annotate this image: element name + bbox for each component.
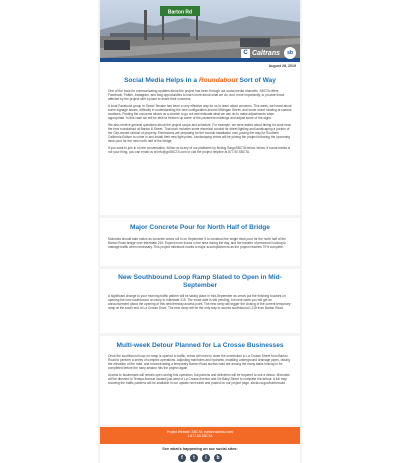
article-title: Multi-week Detour Planned for La Crosse Businesses xyxy=(116,342,284,349)
title-emphasis: Roundabout xyxy=(198,77,238,84)
twitter-icon[interactable]: t xyxy=(190,454,198,462)
caltrans-logo xyxy=(241,49,280,58)
partner-logos xyxy=(241,47,296,59)
caltrans-mark-icon: C xyxy=(241,49,250,58)
article-concrete-pour xyxy=(100,218,300,266)
paragraph: A significant change to your morning traffic pattern will be taking place in mid-September as crews put the finishing touches on opening the new southbound on-ramp to Interstate 215. The exact date is still pending, but next week you will get an announcement about the opening of this new freeway access point. The new ramp will trigger the closing of the current temporary ramp at the south end of La Crosse Drive. The new ramp will be the only way to access southbound I-215 from Barton Road. xyxy=(108,294,291,311)
article-body xyxy=(108,89,292,154)
article-title: New Southbound Loop Ramp Slated to Open in Mid-September xyxy=(118,274,282,289)
paragraph: One of the tools for communicating updates about the project has been through our social media channels. SBCTA offers Facebook, Twitter, Instagram, and blog opportunities to learn more about what we do, and, more importantly, to provide those affected by the project with a place to share their concerns. xyxy=(108,89,285,102)
paragraph: Access to businesses will remain open during this operation, but patrons and deliveries will be required to use a detour. Motorists will be directed to Tenaya Avenue located just west of La Crosse Avenue and Ge Baby Street to complete the detour. A full map showing the traffic patterns will be available in our update next week and posted on our project page, sbcta.ca.gov/bartonroad. xyxy=(108,372,290,386)
social-section xyxy=(100,444,300,463)
article-body xyxy=(108,237,292,249)
header-photo xyxy=(100,0,300,62)
article-title: Social Media Helps in a Roundabout Sort of Way xyxy=(124,77,276,84)
footer-contact-band xyxy=(100,427,300,444)
project-website-link[interactable]: Project Website: SBCTA: bartonroadintc.com/ xyxy=(166,430,234,434)
article-body xyxy=(108,354,292,385)
caltrans-label: Caltrans xyxy=(251,49,280,57)
paragraph: Motorists should take notice as concrete crews roll in on September 5 to construct the single deck pour for the north half of the Barton Road bridge over Interstate 215. Expect more trucks in the area during the day, and the transfer of personnel looking to manage traffic when necessary. This project milestone marks a major accomplishment as the project reaches 70% complete. xyxy=(108,237,287,250)
paragraph: Once the southbound loop on-ramp is opened to traffic, crews will need to close the connection to La Crosse Street from Barton Road to perform a series of complex operations. Adjusting manholes and hydrants, installing underground drainage pipes, raising the elevation of the road, and reconstructing a temporary Barton Road access road are among the many tasks looking to be completed before the rainy season hits the project again. xyxy=(108,354,290,371)
article-body xyxy=(108,294,292,310)
social-icons xyxy=(100,454,300,462)
instagram-icon[interactable]: i xyxy=(202,454,210,462)
paragraph: If you want to join in on the conversation, follow us at any of our platforms by finding SargoSBCTA below, below. If social media is not your thing, you can email us at info@goSBCTA.com or call the project helpline at 877.50.SBCTA. xyxy=(108,145,291,154)
facebook-icon[interactable]: f xyxy=(178,454,186,462)
paragraph: We also receive general questions about the project scope and schedule. For example, we were asked about timing for work near the new roundabout at Barton & Street. That work includes some electrical conduit for street lighting and landscaping a portion of the City-owned section of property. Electricians are preparing for the conduit installation now, paving the way for Southern California Edison to come in and install their new light poles. Landscaping crews will be joining the project following the upcoming deck pour for the new north half of the bridge. xyxy=(108,122,291,144)
paragraph: A local Facebook group in Grand Terrace has been a very effective way for us to learn about concerns. This week, we heard about some signage issues, difficulty in understanding the new configuration around Michigan Street, and some motor slowing at various locations. Posting the concerns allows us a chance to go out and evaluate what we can do to make adjustments when appropriate. In this case we will be able to freshen up some of the pavement markings and adjust some of the signs. xyxy=(108,103,292,121)
article-detour xyxy=(100,336,300,425)
street-sign: Barton Rd xyxy=(167,9,193,16)
sbcta-logo: sb xyxy=(284,47,296,59)
article-social-media xyxy=(100,62,300,215)
helpline-number[interactable]: 1-877-50-SBCTA xyxy=(187,434,213,439)
blog-icon[interactable]: b xyxy=(214,454,222,462)
social-title: See what's happening on our social sites: xyxy=(162,447,238,451)
article-loop-ramp xyxy=(100,269,300,333)
newsletter-date: August 28, 2019 xyxy=(268,64,296,68)
article-title: Major Concrete Pour for North Half of Bridge xyxy=(130,224,270,231)
